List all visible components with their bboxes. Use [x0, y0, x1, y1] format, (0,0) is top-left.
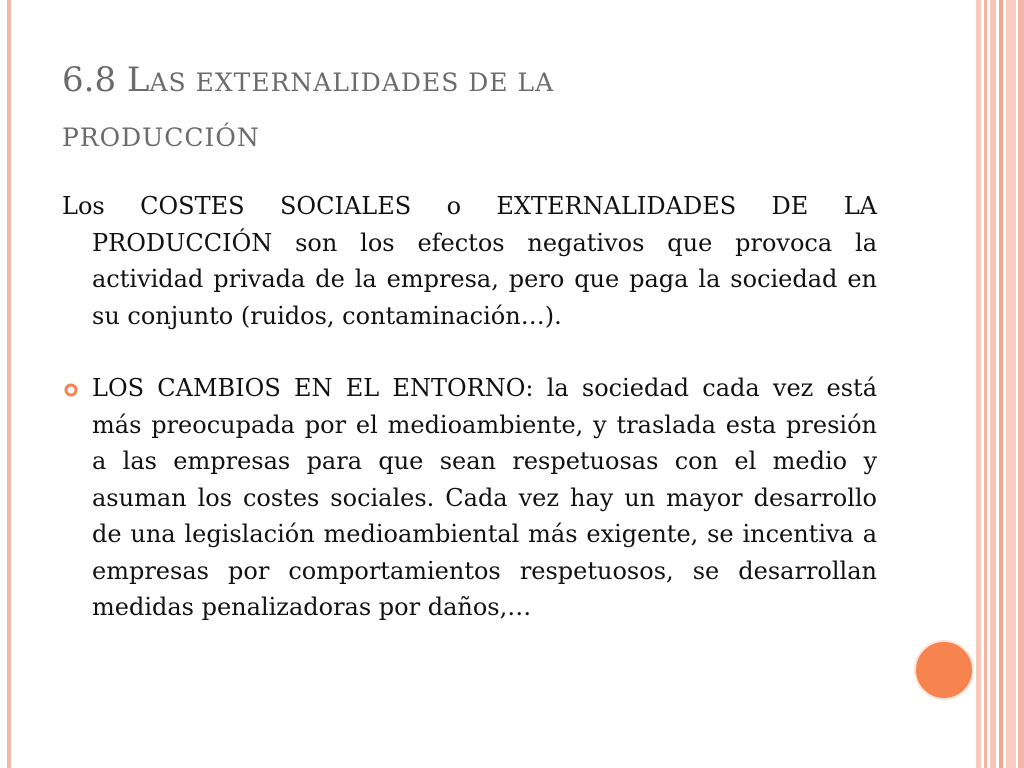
bullet-text: LOS CAMBIOS EN EL ENTORNO: la sociedad cada vez está más preocupada por el medioambiente, y traslada esta presión a las empresas para que sean respetuosas con el medio y asuman los costes sociales. Cada vez hay un mayor desarrollo de una legislación medioambiental más exigente, se incentiva a empresas por comportamientos respetuosos, se desarrollan medidas penalizadoras por daños,…: [92, 374, 877, 621]
title-line1-rest: AS EXTERNALIDADES DE LA: [149, 68, 555, 97]
right-decorative-stripe: [984, 0, 987, 768]
left-decorative-stripe: [7, 0, 11, 768]
paragraph-gap: [62, 334, 877, 370]
slide-body: [62, 188, 877, 626]
title-lead: 6.8 L: [62, 60, 150, 100]
paragraph-costes-sociales: Los COSTES SOCIALES o EXTERNALIDADES DE LA PRODUCCIÓN son los efectos negativos que provoca la actividad privada de la empresa, pero que paga la sociedad en su conjunto (ruidos, contaminación…).: [62, 192, 877, 330]
title-line2: PRODUCCIÓN: [62, 123, 260, 152]
slide-title: [62, 54, 942, 164]
decorative-accent-circle: [914, 640, 974, 700]
right-decorative-stripe: [990, 0, 996, 768]
right-decorative-stripe: [976, 0, 981, 768]
bullet-item-cambios-entorno: [62, 370, 877, 626]
right-decorative-stripe: [1018, 0, 1024, 768]
right-decorative-stripe: [1006, 0, 1016, 768]
ring-bullet-icon: [64, 383, 78, 397]
right-decorative-stripe: [999, 0, 1003, 768]
